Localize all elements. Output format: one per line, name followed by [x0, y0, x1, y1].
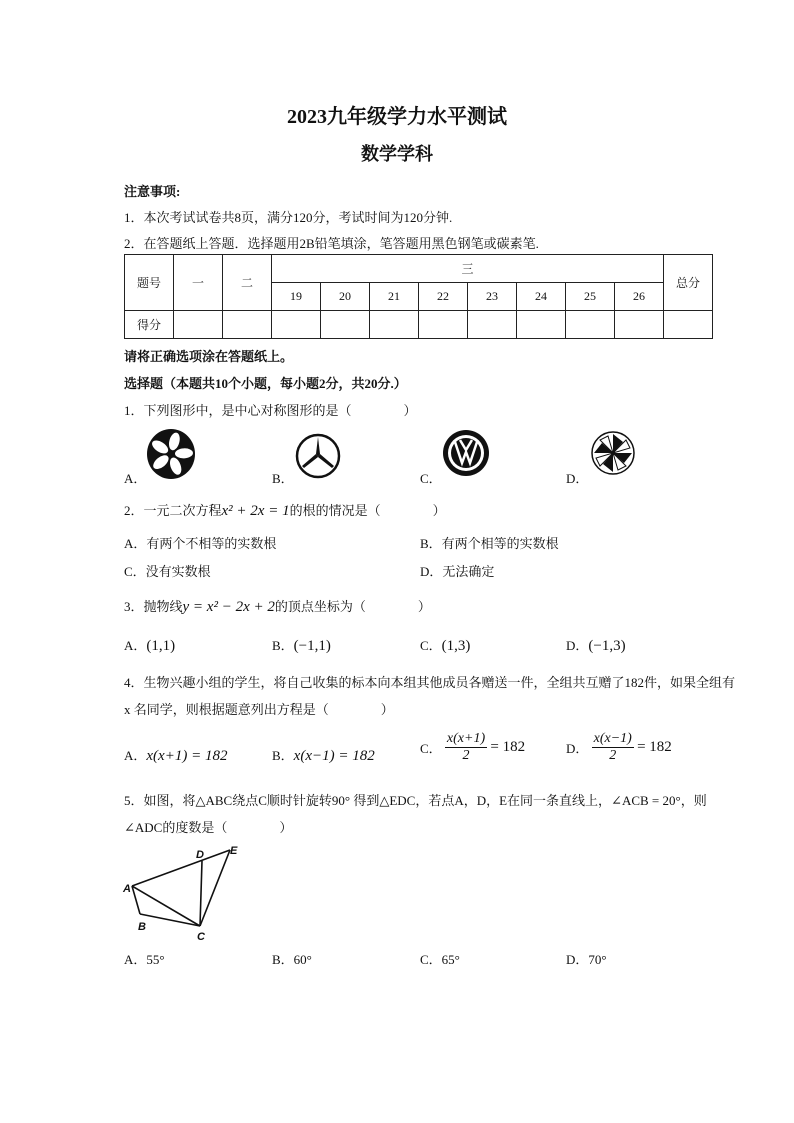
q4-answer-b: x(x−1) = 182: [293, 748, 375, 764]
score-col-19: 19: [272, 283, 321, 311]
q2-stem: [124, 500, 446, 520]
q3-stem: [124, 596, 431, 616]
point-c-label: C: [197, 931, 205, 943]
rotation-triangle-figure: [118, 842, 248, 946]
q2-prefix: 2．一元二次方程: [124, 503, 222, 518]
q1-option-d-label: D．: [566, 471, 589, 486]
score-cell: [174, 311, 223, 339]
mercedes-logo-icon: [294, 432, 342, 480]
q4-option-d: D． $\frac{x(x-1)}{2}$ = 182: [566, 731, 672, 763]
q3-prefix: 3．抛物线: [124, 599, 183, 614]
q1-option-b-label: B．: [272, 471, 294, 486]
q4-option-c: C． $\frac{x(x+1)}{2}$ = 182: [420, 731, 526, 763]
notice-item-1: 1．本次考试试卷共8页，满分120分，考试时间为120分钟.: [124, 210, 453, 225]
point-a-label: A: [123, 883, 131, 895]
q3-option-b: B．(−1,1): [272, 638, 331, 654]
page-title: 2023九年级学力水平测试: [287, 106, 507, 128]
q2-option-c: C．没有实数根: [124, 564, 211, 579]
q4-stem-line1: 4．生物兴趣小组的学生，将自己收集的标本向本组其他成员各赠送一件，全组共互赠了182件，如果全组有: [124, 675, 736, 690]
score-col-21: 21: [370, 283, 419, 311]
q2-option-d: D．无法确定: [420, 564, 495, 579]
point-d-label: D: [196, 849, 204, 861]
q5-stem-line1: 5．如图，将△ABC绕点C顺时针旋转90° 得到△EDC，若点A，D，E在同一条直线上，∠ACB = 20°，则: [124, 793, 707, 808]
q2-option-b: B．有两个相等的实数根: [420, 536, 559, 551]
point-e-label: E: [230, 845, 238, 857]
score-header-part2: 二: [223, 255, 272, 311]
q5-option-c: C．65°: [420, 952, 460, 967]
score-col-24: 24: [517, 283, 566, 311]
q3-option-a: A．(1,1): [124, 638, 176, 654]
score-col-22: 22: [419, 283, 468, 311]
score-cell: [419, 311, 468, 339]
q3-option-d: D．(−1,3): [566, 638, 626, 654]
pinwheel-icon: [590, 430, 636, 476]
subject-title: 数学学科: [361, 144, 433, 164]
q1-stem: 1．下列图形中，是中心对称图形的是（ ）: [124, 403, 417, 418]
q5-stem-line2: ∠ADC的度数是（ ）: [124, 820, 293, 835]
q3-equation: y = x² − 2x + 2: [182, 599, 275, 615]
score-col-23: 23: [468, 283, 517, 311]
score-cell: [321, 311, 370, 339]
score-col-20: 20: [321, 283, 370, 311]
score-cell: [664, 311, 713, 339]
q5-option-b: B．60°: [272, 952, 312, 967]
q2-option-a: A．有两个不相等的实数根: [124, 536, 277, 551]
q4-option-b: B．x(x−1) = 182: [272, 748, 375, 764]
notice-heading: 注意事项:: [124, 184, 181, 199]
score-header-part1: 一: [174, 255, 223, 311]
score-header-part3: 三: [272, 255, 664, 283]
q3-answer-c: (1,3): [441, 638, 471, 654]
q4-fraction-d: $\frac{x(x-1)}{2}$: [593, 731, 632, 763]
q3-option-c: C．(1,3): [420, 638, 471, 654]
q4-stem-line2: x 名同学，则根据题意列出方程是（ ）: [124, 702, 394, 717]
q3-answer-a: (1,1): [146, 638, 176, 654]
q2-suffix: 的根的情况是（ ）: [289, 503, 446, 518]
score-cell: [223, 311, 272, 339]
q5-answer-d: 70°: [588, 952, 607, 967]
score-cell: [370, 311, 419, 339]
q4-answer-a: x(x+1) = 182: [146, 748, 228, 764]
score-cell: [615, 311, 664, 339]
score-table: [124, 254, 713, 339]
q2-equation: x² + 2x = 1: [221, 503, 290, 519]
score-row-label: 得分: [125, 311, 174, 339]
q4-option-a: A．x(x+1) = 182: [124, 748, 228, 764]
score-cell: [468, 311, 517, 339]
q5-answer-b: 60°: [293, 952, 312, 967]
q4-fraction-c: $\frac{x(x+1)}{2}$: [446, 731, 486, 763]
score-cell: [517, 311, 566, 339]
q5-answer-a: 55°: [146, 952, 165, 967]
q3-suffix: 的顶点坐标为（ ）: [274, 599, 431, 614]
score-header-label: 题号: [125, 255, 174, 311]
point-b-label: B: [138, 921, 146, 933]
q1-option-a-label: A．: [124, 471, 147, 486]
volkswagen-logo-icon: [442, 428, 490, 478]
score-col-25: 25: [566, 283, 615, 311]
score-cell: [272, 311, 321, 339]
q1-option-c-label: C．: [420, 471, 442, 486]
score-col-26: 26: [615, 283, 664, 311]
notice-item-2: 2．在答题纸上答题．选择题用2B铅笔填涂，笔答题用黑色钢笔或碳素笔.: [124, 236, 539, 251]
q5-option-d: D．70°: [566, 952, 607, 967]
q5-option-a: A．55°: [124, 952, 165, 967]
score-header-total: 总分: [664, 255, 713, 311]
section-heading: 选择题（本题共10个小题，每小题2分，共20分.）: [124, 376, 407, 391]
q3-answer-b: (−1,1): [293, 638, 331, 654]
hong-kong-emblem-icon: [146, 428, 196, 480]
q5-answer-c: 65°: [441, 952, 460, 967]
score-cell: [566, 311, 615, 339]
answer-instruction: 请将正确选项涂在答题纸上。: [124, 349, 294, 364]
q3-answer-d: (−1,3): [588, 638, 626, 654]
